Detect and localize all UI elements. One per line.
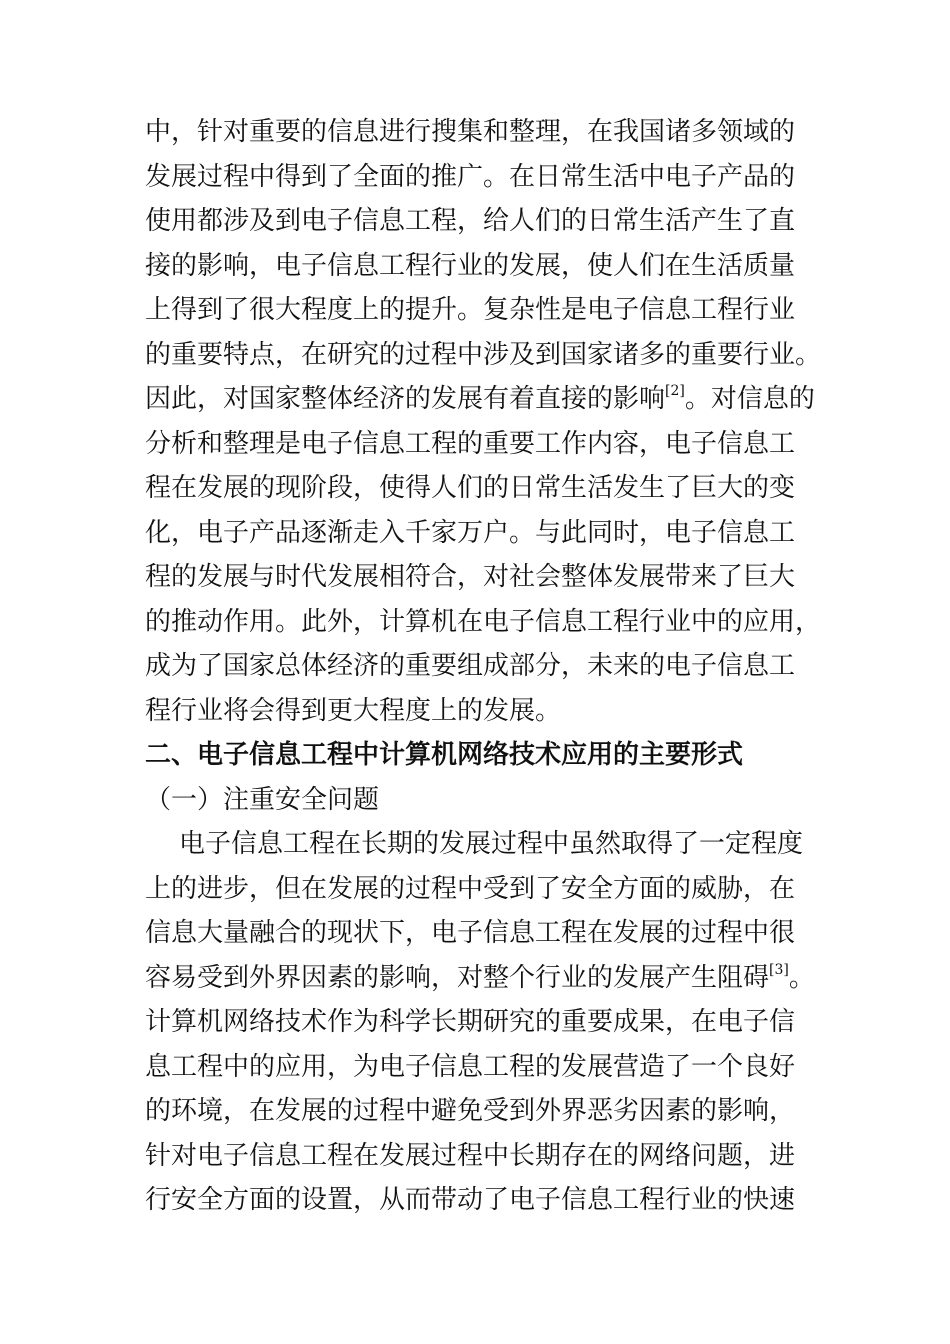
text-line [145,956,815,1001]
text-line: 的重要特点，在研究的过程中涉及到国家诸多的重要行业。 [145,339,822,370]
text-line: 程行业将会得到更大程度上的发展。 [145,695,562,726]
text-line: 计算机网络技术作为科学长期研究的重要成果，在电子信 [145,1007,796,1037]
text-segment: 容易受到外界因素的影响，对整个行业的发展产生阻碍 [145,962,770,993]
text-line: 针对电子信息工程在发展过程中长期存在的网络问题，进 [145,1140,796,1171]
text-line: 分析和整理是电子信息工程的重要工作内容，电子信息工 [145,428,796,459]
text-line [145,377,815,422]
text-segment: 。 [788,962,815,993]
text-line: 接的影响，电子信息工程行业的发展，使人们在生活质量 [145,250,796,281]
text-line: 电子信息工程在长期的发展过程中虽然取得了一定程度 [179,829,804,859]
text-line: 程在发展的现阶段，使得人们的日常生活发生了巨大的变 [145,473,796,503]
text-line: 信息大量融合的现状下，电子信息工程在发展的过程中很 [145,918,796,948]
citation-ref: [2] [665,383,685,400]
text-line: 的推动作用。此外，计算机在电子信息工程行业中的应用， [145,606,822,637]
text-segment: 。对信息的 [684,384,815,414]
text-segment: 因此，对国家整体经济的发展有着直接的影响 [145,384,666,414]
text-line: 中，针对重要的信息进行搜集和整理，在我国诸多领域的 [145,117,796,147]
text-line: 的环境，在发展的过程中避免受到外界恶劣因素的影响， [145,1096,796,1126]
text-line: 息工程中的应用，为电子信息工程的发展营造了一个良好 [145,1051,796,1082]
text-line: 化，电子产品逐渐走入千家万户。与此同时，电子信息工 [145,517,796,548]
text-line: 程的发展与时代发展相符合，对社会整体发展带来了巨大 [145,562,796,592]
document-page [145,110,822,1223]
text-line: 使用都涉及到电子信息工程，给人们的日常生活产生了直 [145,206,796,236]
text-line: 成为了国家总体经济的重要组成部分，未来的电子信息工 [145,651,796,681]
section-heading: 二、电子信息工程中计算机网络技术应用的主要形式 [145,740,744,770]
paragraph-1 [145,110,822,733]
text-line: 行安全方面的设置，从而带动了电子信息工程行业的快速 [145,1185,796,1215]
subsection-heading: （一）注重安全问题 [145,784,380,815]
citation-ref: [3] [769,961,789,978]
text-line: 发展过程中得到了全面的推广。在日常生活中电子产品的 [145,161,796,192]
text-line: 上得到了很大程度上的提升。复杂性是电子信息工程行业 [145,295,796,325]
text-line: 上的进步，但在发展的过程中受到了安全方面的威胁，在 [145,873,796,904]
paragraph-2 [145,822,815,1223]
